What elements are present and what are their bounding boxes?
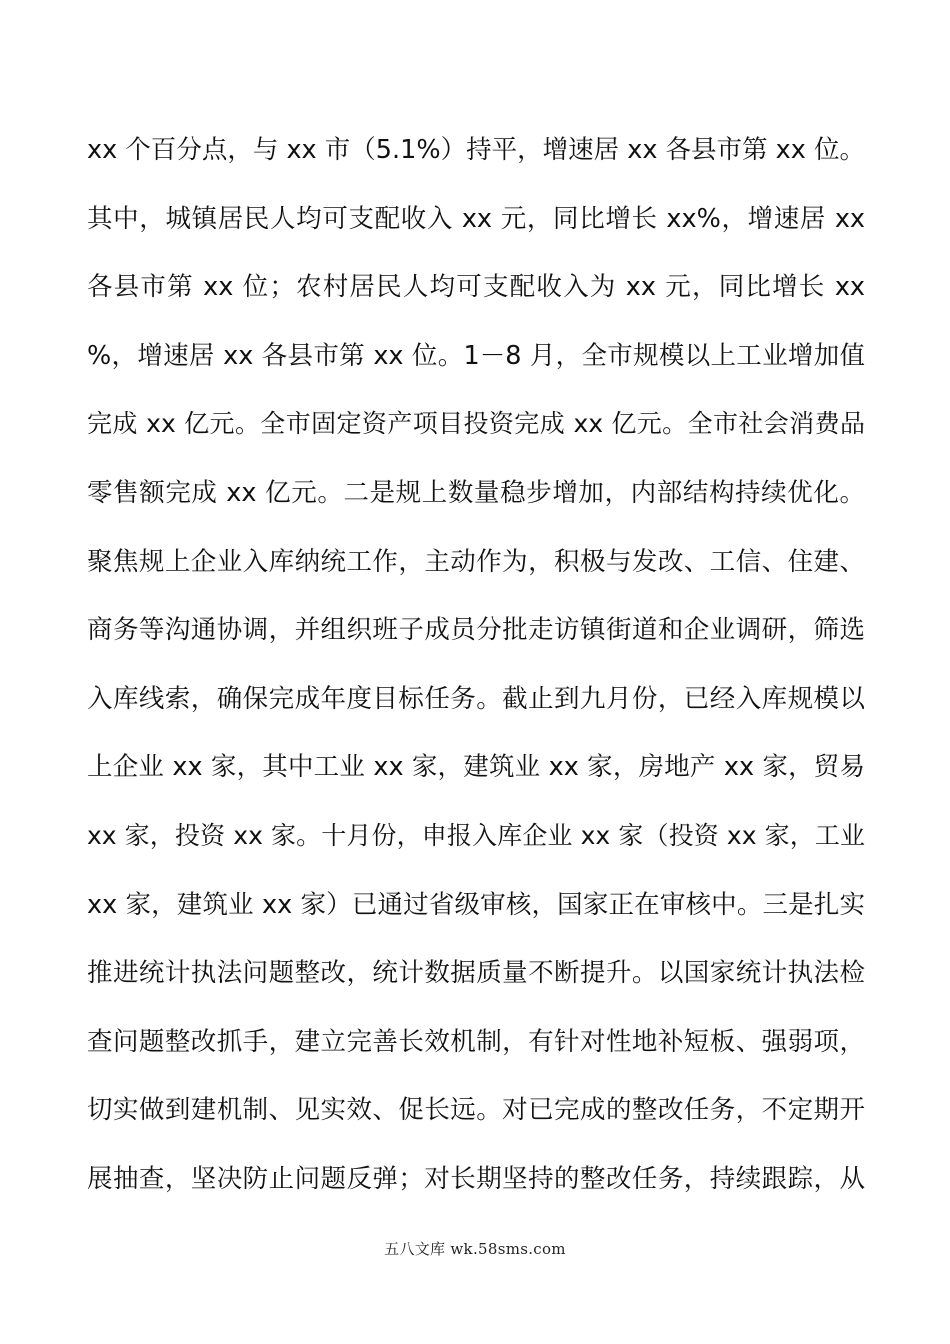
- text-line: 上企业 xx 家，其中工业 xx 家，建筑业 xx 家，房地产 xx 家，贸易: [87, 752, 865, 783]
- text-line: xx 家，投资 xx 家。十月份，申报入库企业 xx 家（投资 xx 家，工业: [87, 820, 865, 850]
- text-line: 入库线索，确保完成年度目标任务。截止到九月份，已经入库规模以: [87, 683, 865, 714]
- text-line: 切实做到建机制、见实效、促长远。对已完成的整改任务，不定期开: [87, 1095, 865, 1126]
- text-line: %，增速居 xx 各县市第 xx 位。1－8 月，全市规模以上工业增加值: [87, 340, 865, 371]
- text-line: 完成 xx 亿元。全市固定资产项目投资完成 xx 亿元。全市社会消费品: [87, 409, 865, 439]
- text-line: xx 家，建筑业 xx 家）已通过省级审核，国家正在审核中。三是扎实: [87, 889, 865, 920]
- body-text: [87, 120, 865, 1218]
- text-line: 推进统计执法问题整改，统计数据质量不断提升。以国家统计执法检: [87, 958, 865, 989]
- text-line: 其中，城镇居民人均可支配收入 xx 元，同比增长 xx%，增速居 xx: [87, 203, 865, 234]
- text-line: 零售额完成 xx 亿元。二是规上数量稳步增加，内部结构持续优化。: [87, 477, 865, 508]
- text-line: 展抽查，坚决防止问题反弹；对长期坚持的整改任务，持续跟踪，从: [87, 1163, 865, 1194]
- text-line: 各县市第 xx 位；农村居民人均可支配收入为 xx 元，同比增长 xx: [87, 272, 865, 303]
- text-line: 聚焦规上企业入库纳统工作，主动作为，积极与发改、工信、住建、: [87, 546, 865, 577]
- page-footer-watermark: 五八文库 wk.58sms.com: [384, 1240, 566, 1258]
- text-line: 商务等沟通协调，并组织班子成员分批走访镇街道和企业调研，筛选: [87, 615, 865, 646]
- text-line: 查问题整改抓手，建立完善长效机制，有针对性地补短板、强弱项，: [87, 1026, 865, 1057]
- text-line: xx 个百分点，与 xx 市（5.1%）持平，增速居 xx 各县市第 xx 位。: [87, 135, 865, 165]
